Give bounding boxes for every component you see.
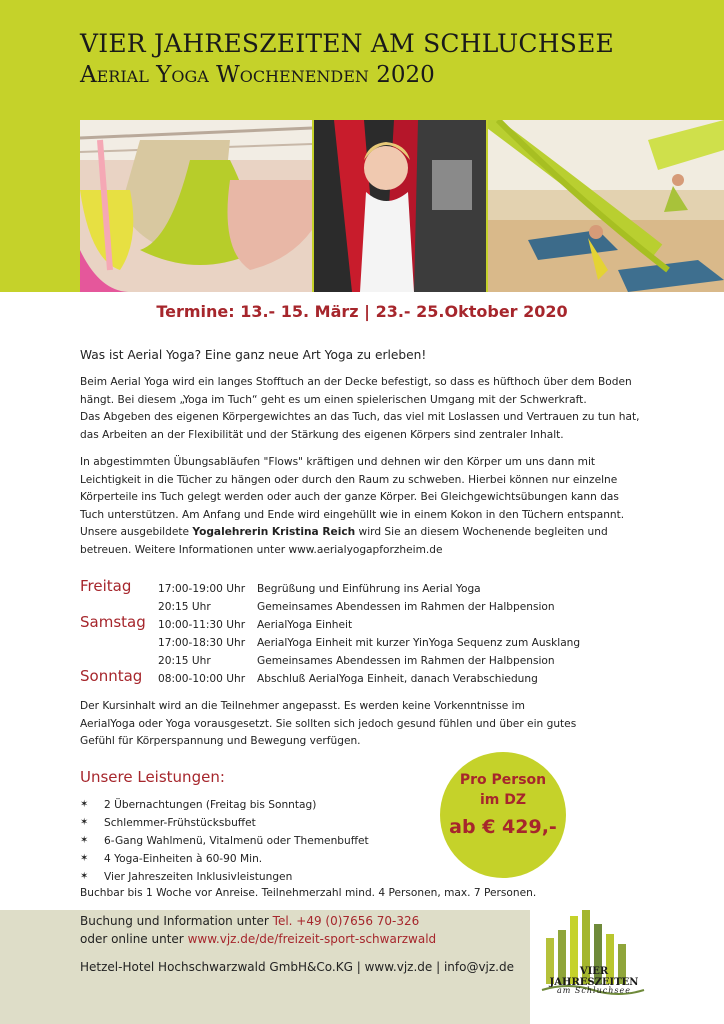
- service-label: Schlemmer-Frühstücksbuffet: [104, 817, 256, 829]
- schedule-desc: Abschluß AerialYoga Einheit, danach Verabschiedung: [257, 673, 538, 685]
- phone-link[interactable]: Tel. +49 (0)7656 70-326: [272, 914, 420, 928]
- service-label: 4 Yoga-Einheiten à 60-90 Min.: [104, 853, 263, 865]
- schedule-time: 17:00-19:00 Uhr: [158, 583, 246, 595]
- price-label: Pro Person: [459, 772, 547, 788]
- page-title: VIER JAHRESZEITEN AM SCHLUCHSEE: [80, 29, 614, 58]
- text-line: hängt. Bei diesem „Yoga im Tuch“ geht es um einen spielerischen Umgang mit der Schwerkraft.: [80, 393, 587, 406]
- footer-online-line: [80, 932, 436, 946]
- schedule-time: 20:15 Uhr: [158, 601, 211, 613]
- star-bullet-icon: ✶: [80, 871, 89, 882]
- text-span: Buchung und Information unter: [80, 914, 273, 928]
- schedule-time: 17:00-18:30 Uhr: [158, 637, 246, 649]
- schedule-day: Sonntag: [80, 667, 143, 685]
- event-dates: Termine: 13.- 15. März | 23.- 25.Oktober 2020: [156, 302, 568, 321]
- text-line: In abgestimmten Übungsabläufen "Flows" kräftigen und dehnen wir den Körper um uns dann mit: [80, 456, 596, 468]
- schedule-time: 20:15 Uhr: [158, 655, 211, 667]
- schedule-desc: Begrüßung und Einführung ins Aerial Yoga: [257, 583, 481, 595]
- text-line: Körperteile ins Tuch gelegt werden oder auch der ganze Körper. Bei Gleichgewichtsübungen kann das: [80, 491, 619, 504]
- logo-name: VIER JAHRESZEITEN: [549, 966, 639, 988]
- schedule-desc: AerialYoga Einheit mit kurzer YinYoga Sequenz zum Ausklang: [257, 637, 581, 649]
- service-label: 6-Gang Wahlmenü, Vitalmenü oder Themenbuffet: [104, 835, 369, 847]
- star-bullet-icon: ✶: [80, 835, 89, 846]
- footer-company-line: Hetzel-Hotel Hochschwarzwald GmbH&Co.KG | www.vjz.de | info@vjz.de: [80, 960, 514, 974]
- header-band: [0, 0, 724, 292]
- text-line: Beim Aerial Yoga wird ein langes Stofftuch an der Decke befestigt, so dass es hüfthoch über dem Boden: [80, 376, 632, 388]
- text-span: oder online unter: [80, 932, 188, 946]
- footer-band: [0, 910, 530, 1024]
- logo-tagline: am Schluchsee: [557, 986, 631, 995]
- description-paragraph-3: [80, 698, 660, 751]
- star-bullet-icon: ✶: [80, 817, 89, 828]
- price-badge: [440, 752, 566, 878]
- intro-question: Was ist Aerial Yoga? Eine ganz neue Art Yoga zu erleben!: [80, 348, 427, 362]
- photo-instructor: [314, 120, 486, 292]
- booking-note: Buchbar bis 1 Woche vor Anreise. Teilnehmerzahl mind. 4 Personen, max. 7 Personen.: [80, 887, 537, 899]
- website-link[interactable]: www.vjz.de/de/freizeit-sport-schwarzwald: [187, 932, 437, 946]
- schedule-day: Samstag: [80, 613, 146, 631]
- text-line: Tuch unterstützen. Am Anfang und Ende wird eingehüllt wie in einem Kokon in den Tüchern entspannt.: [80, 508, 625, 521]
- service-label: Vier Jahreszeiten Inklusivleistungen: [104, 871, 293, 883]
- schedule-time: 10:00-11:30 Uhr: [158, 619, 246, 631]
- schedule-desc: Gemeinsames Abendessen im Rahmen der Halbpension: [257, 601, 555, 613]
- text-line: AerialYoga oder Yoga vorausgesetzt. Sie sollten sich jedoch gesund fühlen und über ein gutes: [80, 717, 577, 730]
- photo-group-class: [488, 120, 724, 292]
- photo-strip: [80, 120, 724, 292]
- price-value: ab € 429,-: [449, 816, 557, 838]
- description-paragraph-2: [80, 454, 660, 560]
- text-line: Das Abgeben des eigenen Körpergewichtes an das Tuch, das viel mit Loslassen und Vertrauen zu tun hat,: [80, 411, 640, 424]
- price-room-type: im DZ: [479, 792, 527, 808]
- schedule-desc: Gemeinsames Abendessen im Rahmen der Halbpension: [257, 655, 555, 667]
- text-line: das Arbeiten an der Flexibilität und der Stärkung des eigenen Körpers sind zentraler Inhalt.: [80, 428, 564, 441]
- service-label: 2 Übernachtungen (Freitag bis Sonntag): [104, 799, 317, 811]
- footer-contact-line: [80, 914, 419, 928]
- page-subtitle: Aerial Yoga Wochenenden 2020: [80, 62, 435, 88]
- star-bullet-icon: ✶: [80, 799, 89, 810]
- text-line: Gefühl für Körperspannung und Bewegung verfügen.: [80, 735, 361, 748]
- text-line: [80, 524, 660, 542]
- description-paragraph-1: [80, 374, 660, 444]
- star-bullet-icon: ✶: [80, 853, 89, 864]
- photo-hammocks: [80, 120, 312, 292]
- text-line: Der Kursinhalt wird an die Teilnehmer angepasst. Es werden keine Vorkenntnisse im: [80, 700, 525, 712]
- text-span: wird Sie an diesem Wochenende begleiten und: [355, 526, 608, 539]
- schedule-desc: AerialYoga Einheit: [257, 619, 353, 631]
- services-title: Unsere Leistungen:: [80, 768, 225, 786]
- instructor-name: Yogalehrerin Kristina Reich: [192, 526, 356, 539]
- schedule-time: 08:00-10:00 Uhr: [158, 673, 246, 685]
- text-line: Leichtigkeit in die Tücher zu hängen oder durch den Raum zu schweben. Hierbei können nur einzelne: [80, 473, 618, 486]
- text-line: betreuen. Weitere Informationen unter www.aerialyogapforzheim.de: [80, 543, 443, 556]
- schedule-day: Freitag: [80, 577, 132, 595]
- text-span: Unsere ausgebildete: [80, 526, 193, 539]
